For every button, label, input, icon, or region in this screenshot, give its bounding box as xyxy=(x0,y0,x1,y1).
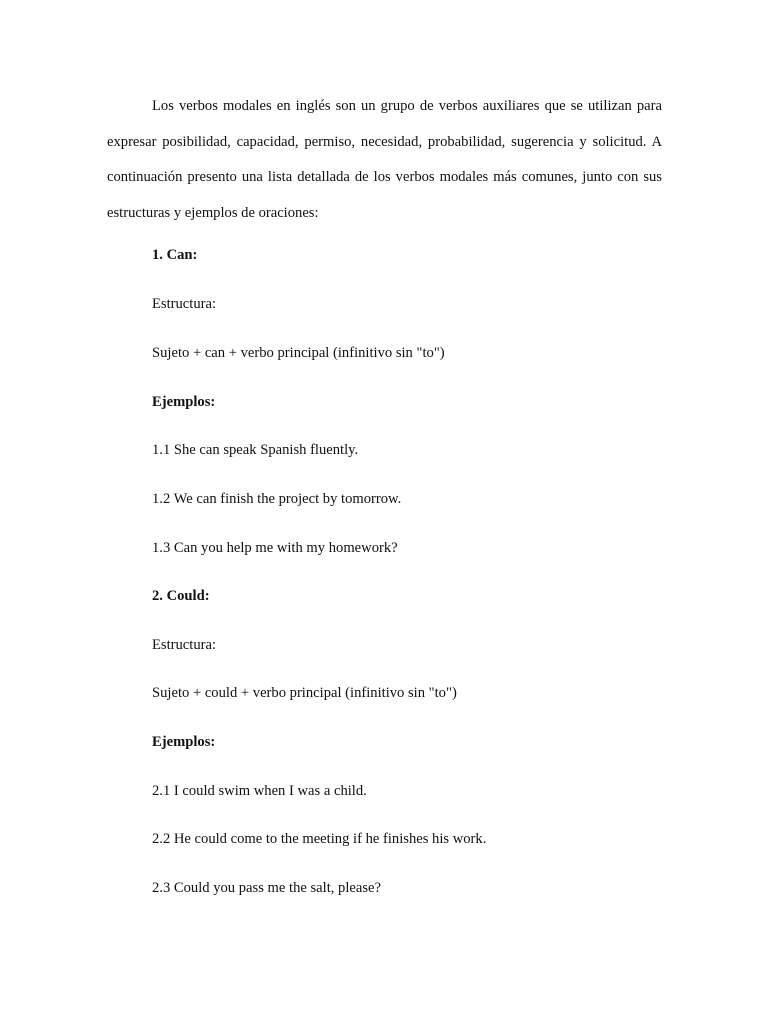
structure-formula: Sujeto + can + verbo principal (infinitivo sin "to") xyxy=(152,345,445,361)
example-sentence: 2.2 He could come to the meeting if he finishes his work. xyxy=(152,831,487,847)
examples-label: Ejemplos: xyxy=(152,394,216,410)
example-sentence: 1.2 We can finish the project by tomorrow. xyxy=(152,491,402,507)
example-sentence: 2.1 I could swim when I was a child. xyxy=(152,783,367,799)
example-sentence: 1.3 Can you help me with my homework? xyxy=(152,540,398,556)
example-sentence: 1.1 She can speak Spanish fluently. xyxy=(152,442,359,458)
structure-label: Estructura: xyxy=(152,637,217,653)
structure-formula: Sujeto + could + verbo principal (infinitivo sin "to") xyxy=(152,685,457,701)
section-heading-could: 2. Could: xyxy=(152,588,210,604)
examples-label: Ejemplos: xyxy=(152,734,216,750)
example-sentence: 2.3 Could you pass me the salt, please? xyxy=(152,880,381,896)
structure-label: Estructura: xyxy=(152,296,217,312)
section-heading-can: 1. Can: xyxy=(152,247,198,263)
intro-paragraph: Los verbos modales en inglés son un grupo de verbos auxiliares que se utilizan para expresar posibilidad, capacidad, permiso, necesidad, probabilidad, sugerencia y solicitud. A continuación presento una lista detallada de los verbos modales más comunes, junto con sus estructuras y ejemplos de oraciones: xyxy=(107,98,662,221)
